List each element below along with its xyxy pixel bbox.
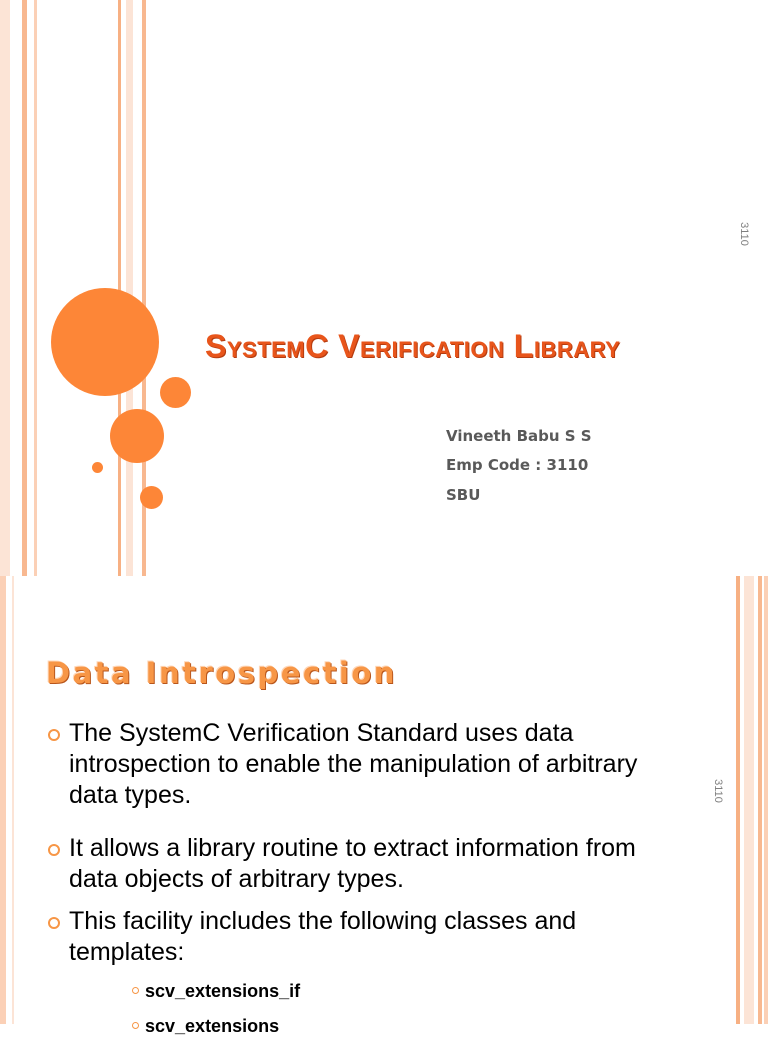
employee-code: Emp Code : 3110: [446, 456, 589, 474]
decor-stripe: [12, 576, 14, 1024]
business-unit: SBU: [446, 486, 481, 504]
decor-circle-large: [51, 288, 159, 396]
decor-stripe: [0, 0, 10, 576]
bullet-item: [48, 906, 668, 968]
bullet-icon: [48, 729, 60, 741]
bullet-text: This facility includes the following classes and templates:: [69, 907, 577, 966]
bullet-text: The SystemC Verification Standard uses data introspection to enable the manipulation of arbitrary data types.: [69, 719, 638, 809]
sub-item: [132, 1016, 279, 1037]
sub-item-text: scv_extensions_if: [145, 981, 301, 1001]
decor-circle-small: [92, 462, 103, 473]
decor-circle-small: [140, 486, 163, 509]
decor-stripe: [118, 0, 121, 576]
content-slide: [0, 576, 768, 1036]
decor-stripe: [744, 576, 754, 1024]
decor-stripe: [736, 576, 740, 1024]
bullet-text: It allows a library routine to extract information from data objects of arbitrary types.: [69, 834, 636, 893]
decor-stripe: [758, 576, 762, 1024]
sub-bullet-icon: [132, 987, 139, 994]
sub-bullet-icon: [132, 1022, 139, 1029]
decor-stripe: [764, 576, 768, 1024]
bullet-icon: [48, 917, 60, 929]
decor-circle-medium: [110, 409, 164, 463]
decor-stripe: [22, 0, 27, 576]
decor-circle-medium: [160, 377, 191, 408]
bullet-item: [48, 833, 668, 895]
decor-stripe: [126, 0, 133, 576]
slide-title: Data Introspection: [46, 656, 397, 690]
bullet-item: [48, 718, 668, 811]
decor-stripe: [34, 0, 37, 576]
page-number: 3110: [737, 222, 750, 246]
sub-item: [132, 981, 300, 1002]
page-number: 3110: [711, 779, 724, 803]
slide-title: SystemC Verification Library: [205, 328, 621, 364]
bullet-icon: [48, 844, 60, 856]
decor-stripe: [0, 576, 6, 1024]
author-name: Vineeth Babu S S: [446, 427, 592, 445]
sub-item-text: scv_extensions: [145, 1016, 280, 1036]
